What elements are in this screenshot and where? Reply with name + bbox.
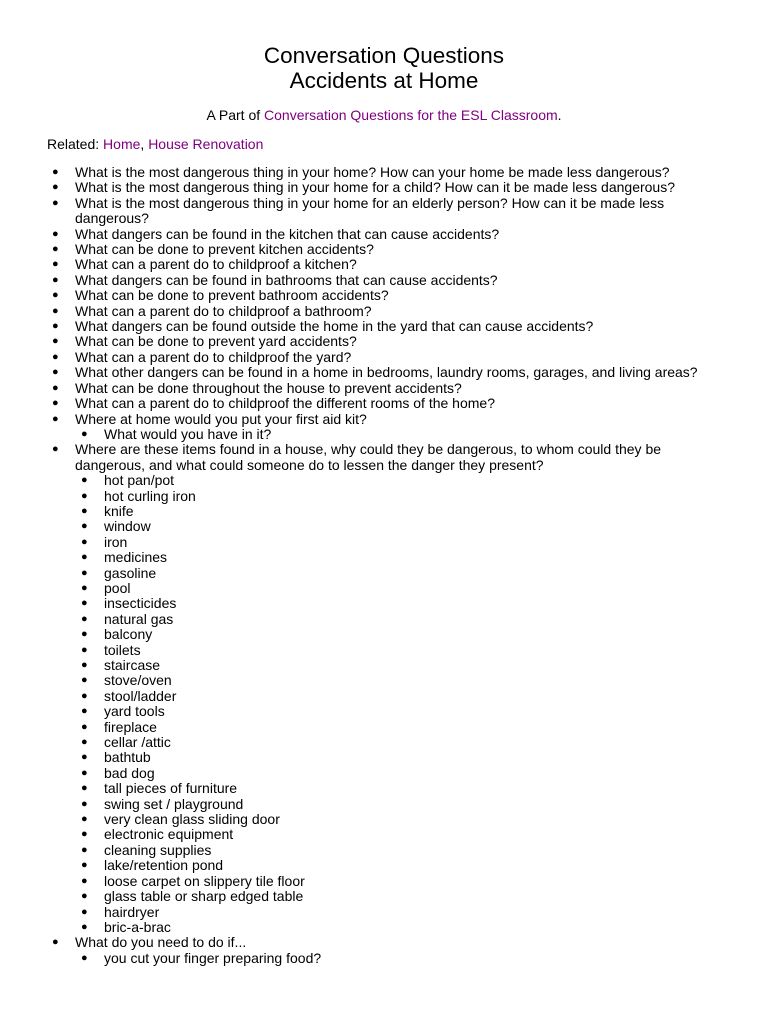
question-text: What other dangers can be found in a home in bedrooms, laundry rooms, garages, and living areas?: [75, 364, 698, 381]
bullet-icon: ●: [81, 905, 88, 918]
related-separator: ,: [140, 136, 149, 152]
sub-question-item: [0, 843, 704, 858]
question-text: glass table or sharp edged table: [104, 888, 304, 905]
sub-question-item: [0, 766, 704, 781]
series-prefix: A Part of: [206, 107, 265, 123]
question-text: What dangers can be found outside the home in the yard that can cause accidents?: [75, 318, 594, 335]
bullet-icon: ●: [81, 782, 88, 795]
bullet-icon: ●: [81, 705, 88, 718]
question-text: What can be done throughout the house to prevent accidents?: [75, 379, 462, 396]
question-item: [0, 242, 703, 257]
question-text: swing set / playground: [104, 795, 244, 812]
sub-question-item: [0, 581, 704, 596]
related-label: Related:: [47, 136, 104, 152]
question-text: cleaning supplies: [104, 841, 212, 858]
question-text: What can be done to prevent bathroom accidents?: [75, 287, 389, 304]
question-text: What do you need to do if...: [75, 934, 247, 951]
question-text: What can a parent do to childproof a bathroom?: [75, 302, 372, 319]
question-text: What is the most dangerous thing in your home? How can your home be made less dangerous?: [75, 164, 670, 180]
series-note: [0, 106, 768, 124]
bullet-icon: ●: [81, 689, 88, 702]
bullet-icon: ●: [52, 443, 59, 456]
sub-question-item: [0, 689, 704, 704]
bullet-icon: ●: [52, 166, 59, 178]
question-list: [0, 165, 768, 966]
page-title: Conversation Questions: [263, 43, 505, 68]
sub-question-item: [0, 858, 704, 873]
question-text: stool/ladder: [104, 687, 177, 704]
bullet-icon: ●: [81, 581, 88, 594]
bullet-icon: ●: [52, 320, 59, 333]
sub-question-item: [0, 566, 704, 581]
sub-question-item: [0, 920, 704, 935]
question-text: What dangers can be found in the kitchen that can cause accidents?: [75, 225, 500, 242]
question-text: What can a parent do to childproof a kitchen?: [75, 256, 357, 273]
bullet-icon: ●: [81, 520, 88, 533]
bullet-icon: ●: [81, 874, 88, 887]
sub-question-item: [0, 905, 704, 920]
bullet-icon: ●: [81, 504, 88, 517]
question-text: What would you have in it?: [104, 425, 272, 442]
bullet-icon: ●: [81, 843, 88, 856]
bullet-icon: ●: [81, 951, 88, 964]
question-item: [0, 288, 703, 303]
question-item: [0, 196, 703, 227]
question-text: Where are these items found in a house, why could they be dangerous, to whom could they be dangerous, and what could someone do to lessen the danger they present?: [75, 441, 662, 473]
bullet-icon: ●: [52, 412, 59, 425]
question-text: lake/retention pond: [104, 857, 224, 874]
bullet-icon: ●: [81, 659, 88, 671]
bullet-icon: ●: [52, 366, 59, 379]
question-item: [0, 350, 703, 365]
bullet-icon: ●: [81, 427, 88, 440]
page-subtitle: Accidents at Home: [289, 68, 479, 93]
sub-question-item: [0, 781, 704, 796]
question-text: you cut your finger preparing food?: [104, 949, 322, 966]
related-link-house-renovation[interactable]: House Renovation: [148, 136, 264, 152]
question-text: insecticides: [104, 595, 177, 612]
question-item: [0, 935, 703, 950]
sub-question-item: [0, 889, 704, 904]
question-item: [0, 334, 703, 349]
question-text: hairdryer: [104, 903, 160, 920]
bullet-icon: ●: [52, 181, 59, 194]
question-item: [0, 396, 703, 411]
question-text: Where at home would you put your first aid kit?: [75, 410, 367, 427]
bullet-icon: ●: [81, 828, 88, 841]
bullet-icon: ●: [81, 597, 88, 610]
question-item: [0, 180, 703, 195]
question-text: What can be done to prevent yard accidents?: [75, 333, 357, 350]
sub-question-item: [0, 951, 704, 966]
question-item: [0, 365, 703, 380]
question-item: [0, 227, 703, 242]
bullet-icon: ●: [81, 674, 88, 687]
question-text: bric-a-brac: [104, 918, 171, 935]
question-text: loose carpet on slippery tile floor: [104, 872, 305, 889]
question-text: medicines: [104, 549, 168, 566]
question-item: [0, 442, 703, 473]
bullet-icon: ●: [81, 566, 88, 579]
sub-question-item: [0, 504, 704, 519]
bullet-icon: ●: [81, 813, 88, 826]
question-item: [0, 304, 703, 319]
question-text: What can a parent do to childproof the different rooms of the home?: [75, 395, 495, 412]
question-text: What can be done to prevent kitchen accidents?: [75, 241, 374, 258]
sub-question-item: [0, 627, 704, 642]
sub-question-item: [0, 596, 704, 611]
question-text: What is the most dangerous thing in your home for an elderly person? How can it be made less dangerous?: [75, 194, 665, 227]
question-text: toilets: [104, 641, 141, 658]
bullet-icon: ●: [81, 859, 88, 872]
sub-question-item: [0, 874, 704, 889]
bullet-icon: ●: [81, 643, 88, 656]
bullet-icon: ●: [52, 243, 59, 256]
sub-question-item: [0, 427, 704, 442]
related-link-home[interactable]: Home: [103, 136, 141, 152]
bullet-icon: ●: [52, 350, 59, 363]
sub-question-item: [0, 489, 704, 504]
sub-question-item: [0, 658, 704, 673]
question-item: [0, 165, 703, 180]
question-text: balcony: [104, 626, 153, 643]
question-text: tall pieces of furniture: [104, 780, 238, 797]
question-text: window: [104, 518, 151, 535]
question-text: hot curling iron: [104, 487, 196, 504]
sub-question-item: [0, 720, 704, 735]
bullet-icon: ●: [81, 920, 88, 933]
question-text: What is the most dangerous thing in your home for a child? How can it be made less dangerous?: [75, 179, 675, 196]
question-item: [0, 257, 703, 272]
question-text: cellar /attic: [104, 734, 171, 751]
sub-question-item: [0, 812, 704, 827]
question-text: bad dog: [104, 764, 155, 781]
bullet-icon: ●: [52, 273, 59, 286]
bullet-icon: ●: [52, 304, 59, 317]
bullet-icon: ●: [81, 489, 88, 502]
question-text: fireplace: [104, 718, 157, 735]
series-link[interactable]: Conversation Questions for the ESL Classroom: [264, 107, 558, 123]
sub-question-item: [0, 735, 704, 750]
question-text: bathtub: [104, 749, 151, 766]
question-item: [0, 412, 703, 427]
question-text: stove/oven: [104, 672, 172, 689]
question-text: electronic equipment: [104, 826, 234, 843]
question-text: iron: [104, 533, 128, 550]
question-text: What can a parent do to childproof the yard?: [75, 348, 352, 365]
sub-question-item: [0, 473, 704, 488]
question-item: [0, 273, 703, 288]
bullet-icon: ●: [81, 890, 88, 903]
question-item: [0, 319, 703, 334]
bullet-icon: ●: [81, 766, 88, 779]
bullet-icon: ●: [81, 720, 88, 733]
question-text: pool: [104, 579, 131, 596]
sub-question-item: [0, 797, 704, 812]
question-text: natural gas: [104, 610, 174, 627]
bullet-icon: ●: [52, 335, 59, 348]
bullet-icon: ●: [52, 397, 59, 410]
series-suffix: .: [557, 107, 562, 123]
question-text: hot pan/pot: [104, 472, 175, 489]
bullet-icon: ●: [81, 736, 88, 749]
sub-question-item: [0, 612, 704, 627]
question-text: knife: [104, 502, 134, 519]
bullet-icon: ●: [81, 551, 88, 564]
question-text: yard tools: [104, 703, 165, 720]
bullet-icon: ●: [52, 227, 59, 240]
bullet-icon: ●: [52, 258, 59, 271]
sub-question-item: [0, 827, 704, 842]
bullet-icon: ●: [81, 797, 88, 810]
bullet-icon: ●: [52, 196, 59, 209]
question-text: very clean glass sliding door: [104, 811, 280, 828]
sub-question-item: [0, 750, 704, 765]
bullet-icon: ●: [81, 535, 88, 548]
sub-question-item: [0, 519, 704, 534]
bullet-icon: ●: [52, 381, 59, 394]
sub-question-item: [0, 643, 704, 658]
sub-question-item: [0, 550, 704, 565]
bullet-icon: ●: [81, 751, 88, 764]
question-text: What dangers can be found in bathrooms that can cause accidents?: [75, 271, 498, 288]
bullet-icon: ●: [81, 628, 88, 641]
question-item: [0, 381, 703, 396]
question-text: gasoline: [104, 564, 157, 581]
bullet-icon: ●: [81, 474, 88, 487]
related-links: [47, 135, 263, 153]
sub-question-item: [0, 535, 704, 550]
bullet-icon: ●: [81, 612, 88, 625]
bullet-icon: ●: [52, 289, 59, 302]
bullet-icon: ●: [52, 936, 59, 949]
sub-question-item: [0, 704, 704, 719]
sub-question-item: [0, 673, 704, 688]
question-text: staircase: [104, 657, 161, 673]
